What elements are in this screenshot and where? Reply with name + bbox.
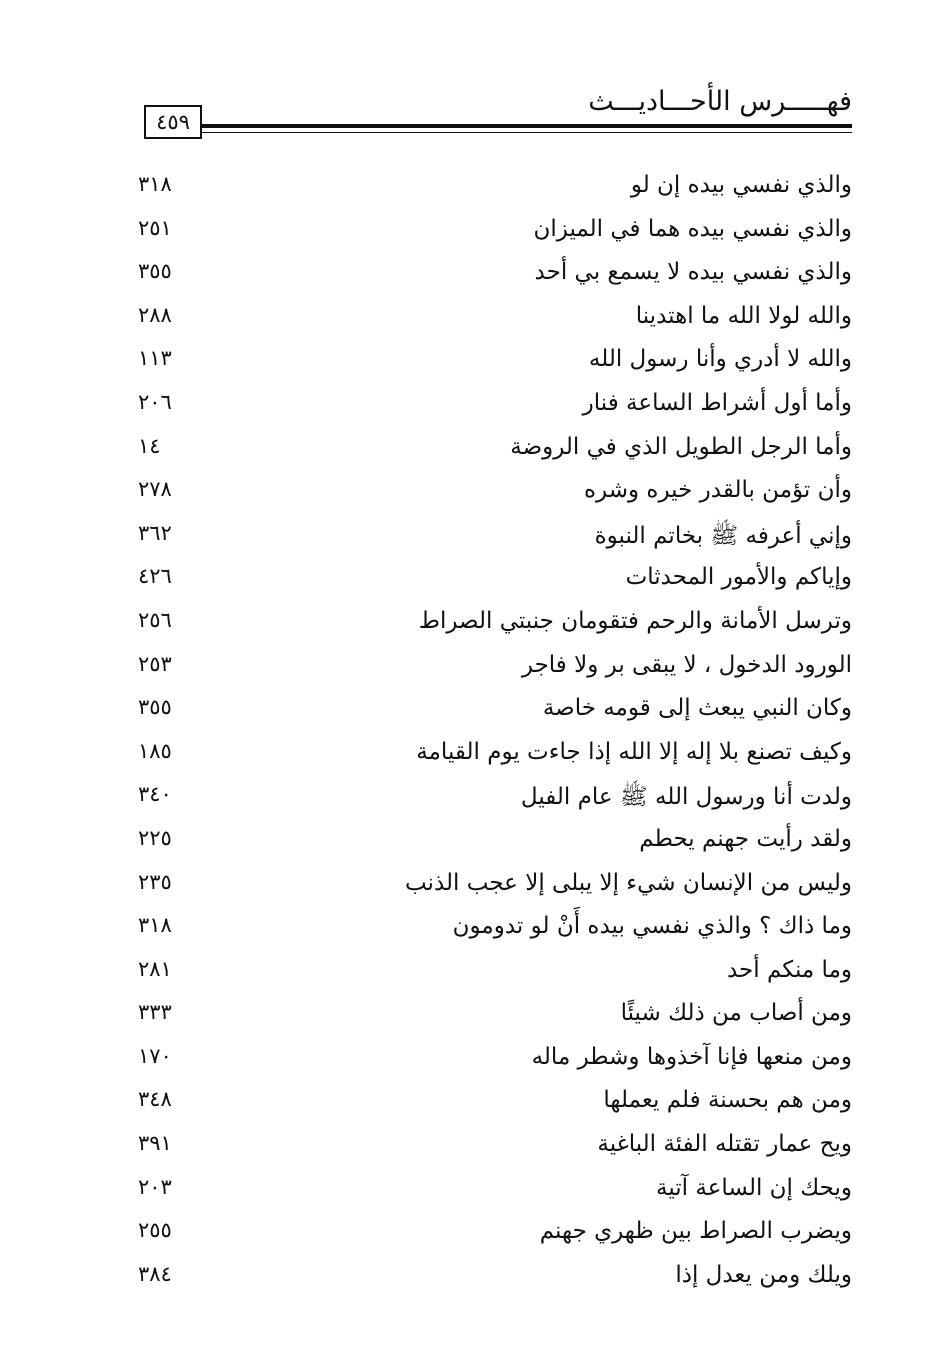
entry-page-number: ٢٢٥ [138,825,172,850]
entry-page-number: ٣٣٣ [138,1000,172,1025]
hadith-text: والذي نفسي بيده إن لو [630,172,852,198]
hadith-text: وترسل الأمانة والرحم فتقومان جنبتي الصراط [418,607,852,634]
index-entry [120,648,852,692]
entry-page-number: ٣٤٨ [138,1087,172,1112]
entry-page-number: ١٨٥ [138,738,172,763]
entry-page-number: ٣١٨ [138,913,172,938]
index-entry [120,255,852,299]
entry-page-number: ٢٠٦ [138,389,172,414]
entry-page-number: ٢٣٥ [138,869,172,894]
index-entry [120,212,852,256]
hadith-text: وكيف تصنع بلا إله إلا الله إذا جاءت يوم القيامة [416,738,852,765]
index-entry [120,342,852,386]
entry-page-number: ٣٥٥ [138,259,172,284]
index-entry [120,168,852,212]
index-entry [120,822,852,866]
index-entry [120,560,852,604]
hadith-text: ويلك ومن يعدل إذا [675,1261,852,1288]
running-title: فهـــــرس الأحـــاديـــث [588,86,852,117]
hadith-text: وما منكم أحد [726,956,852,983]
index-entry [120,1214,852,1258]
entry-page-number: ٢٥١ [138,215,172,240]
hadith-text: ويضرب الصراط بين ظهري جهنم [539,1218,852,1245]
header-rule-thin [202,132,852,133]
entry-page-number: ٤٢٦ [138,564,172,589]
hadith-text: الورود الدخول ، لا يبقى بر ولا فاجر [521,651,852,678]
hadith-text: والله لا أدري وأنا رسول الله [588,346,852,373]
hadith-text: والذي نفسي بيده لا يسمع بي أحد [534,259,852,286]
hadith-index-list [120,168,852,1301]
index-entry [120,691,852,735]
index-entry [120,299,852,343]
entry-page-number: ٣٤٠ [138,782,172,807]
hadith-text: ولدت أنا ورسول الله ﷺ عام الفيل [520,784,852,811]
index-entry [120,430,852,474]
entry-page-number: ٣٨٤ [138,1261,172,1286]
entry-page-number: ٢٨٨ [138,302,172,327]
entry-page-number: ٢٥٦ [138,607,172,632]
index-entry [120,953,852,997]
page-header [140,80,852,150]
hadith-text: ويحك إن الساعة آتية [656,1174,852,1201]
index-entry [120,778,852,822]
index-entry [120,1127,852,1171]
entry-page-number: ١٧٠ [138,1043,172,1068]
index-entry [120,909,852,953]
entry-page-number: ١٤ [138,433,161,458]
entry-page-number: ٢٥٥ [138,1218,172,1243]
entry-page-number: ٢٠٣ [138,1174,172,1199]
hadith-text: وأن تؤمن بالقدر خيره وشره [584,477,852,504]
index-entry [120,735,852,779]
entry-page-number: ٣٥٥ [138,695,172,720]
hadith-text: والذي نفسي بيده هما في الميزان [533,215,852,242]
hadith-text: وكان النبي يبعث إلى قومه خاصة [542,695,852,722]
index-entry [120,1083,852,1127]
index-entry [120,517,852,561]
hadith-text: ومن هم بحسنة فلم يعملها [603,1087,852,1114]
index-entry [120,1258,852,1302]
entry-page-number: ١١٣ [138,346,172,371]
hadith-text: ويح عمار تقتله الفئة الباغية [597,1131,852,1158]
hadith-text: ومن أصاب من ذلك شيئًا [620,1000,852,1027]
index-entry [120,866,852,910]
header-rule-thick [202,124,852,128]
entry-page-number: ٢٧٨ [138,477,172,502]
hadith-text: وأما الرجل الطويل الذي في الروضة [510,433,852,460]
entry-page-number: ٣٦٢ [138,520,172,545]
entry-page-number: ٢٨١ [138,956,172,981]
hadith-text: وليس من الإنسان شيء إلا يبلى إلا عجب الذنب [404,869,852,896]
index-entry [120,1040,852,1084]
hadith-text: ولقد رأيت جهنم يحطم [639,825,852,852]
hadith-text: وما ذاك ؟ والذي نفسي بيده أَنْ لو تدومون [452,913,852,940]
index-entry [120,1171,852,1215]
entry-page-number: ٢٥٣ [138,651,172,676]
index-entry [120,473,852,517]
index-entry [120,996,852,1040]
hadith-text: والله لولا الله ما اهتدينا [635,302,852,329]
index-entry [120,604,852,648]
hadith-text: وأما أول أشراط الساعة فنار [582,389,852,416]
entry-page-number: ٣١٨ [138,172,172,196]
index-entry [120,386,852,430]
entry-page-number: ٣٩١ [138,1131,172,1156]
hadith-text: وإياكم والأمور المحدثات [625,564,852,591]
hadith-text: ومن منعها فإنا آخذوها وشطر ماله [531,1043,852,1070]
hadith-text: وإني أعرفه ﷺ بخاتم النبوة [594,522,852,549]
page-number: ٤٥٩ [144,105,202,139]
